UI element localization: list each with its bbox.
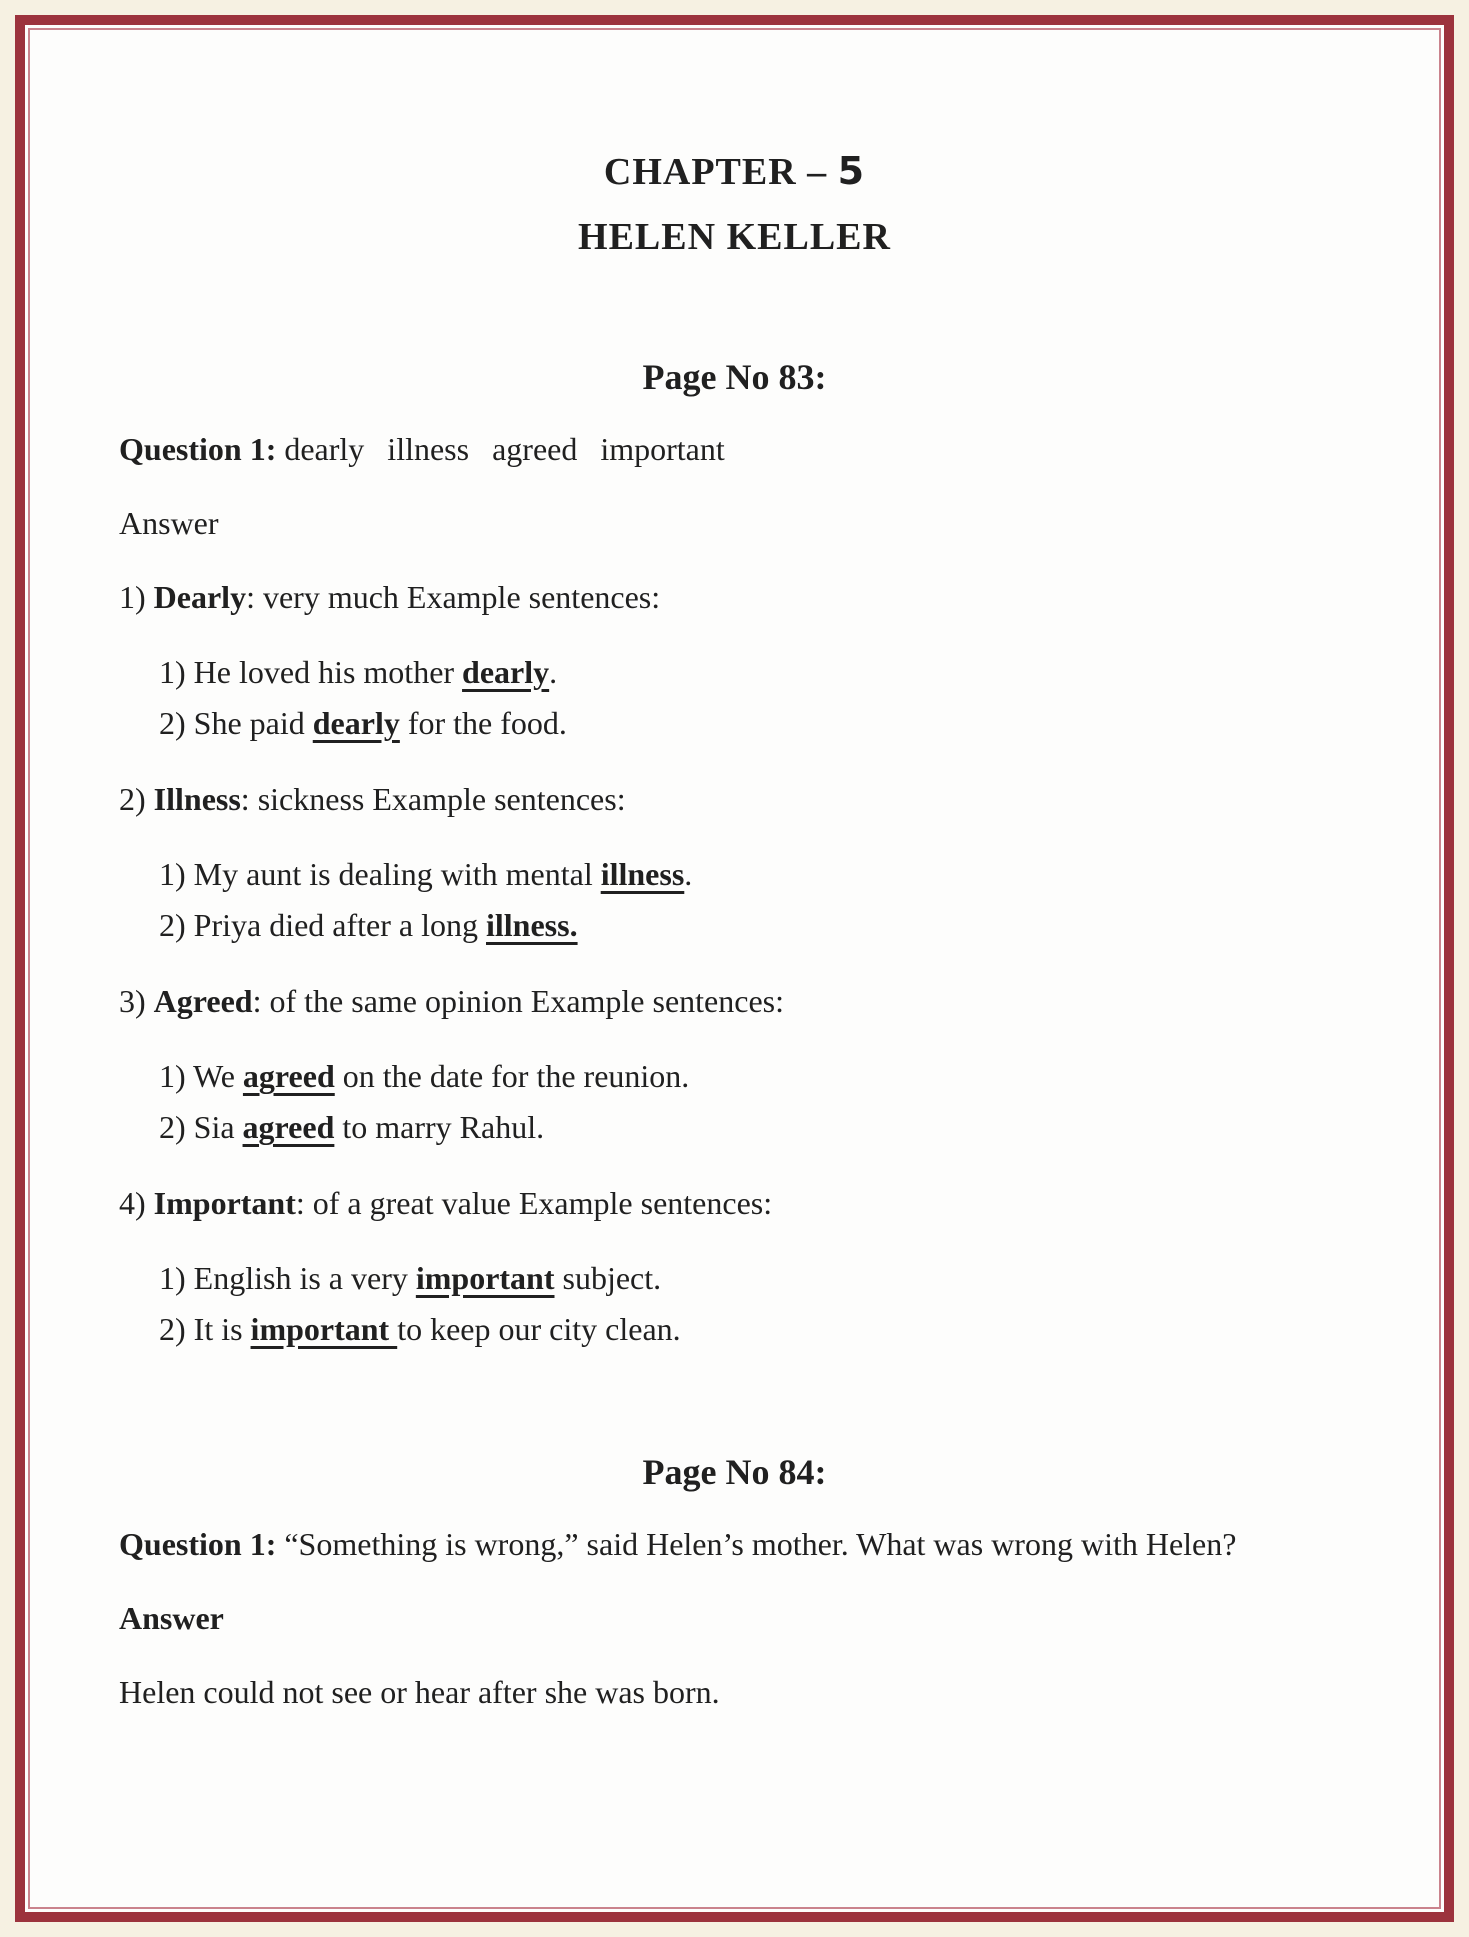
section-page-84 (119, 1450, 1350, 1716)
vocab-number: 4) (119, 1185, 146, 1221)
vocab-word: Agreed (153, 983, 253, 1019)
example-keyword: agreed (242, 1109, 335, 1145)
vocab-definition-text: : sickness Example sentences: (240, 781, 626, 817)
example-keyword: agreed (242, 1058, 335, 1094)
example-list-important (159, 1253, 1350, 1355)
chapter-title-prefix: CHAPTER – (603, 151, 838, 193)
example-keyword: dearly (312, 705, 400, 741)
question-terms: dearly illness agreed important (284, 431, 725, 467)
example-pre: 1) My aunt is dealing with mental (159, 856, 601, 892)
chapter-title (119, 148, 1350, 195)
vocab-word: Illness (153, 781, 241, 817)
example-list-dearly (159, 647, 1350, 749)
example-sentence (159, 698, 1350, 749)
example-keyword: illness. (486, 907, 578, 943)
example-sentence (159, 849, 1350, 900)
vocab-number: 2) (119, 781, 146, 817)
example-pre: 1) We (159, 1058, 243, 1094)
example-sentence (159, 900, 1350, 951)
example-post: . (684, 856, 693, 892)
answer-label-83: Answer (119, 505, 219, 541)
example-post: . (549, 654, 558, 690)
page-border-outer (15, 15, 1454, 1922)
vocab-definition-text: : of a great value Example sentences: (295, 1185, 773, 1221)
vocab-number: 1) (119, 579, 146, 615)
page-83-heading: Page No 83: (642, 357, 827, 397)
example-pre: 2) It is (159, 1311, 251, 1347)
page-content (30, 30, 1439, 1716)
example-pre: 1) He loved his mother (159, 654, 463, 690)
vocab-word: Important (153, 1185, 296, 1221)
vocab-definition-text: : of the same opinion Example sentences: (252, 983, 784, 1019)
example-post: on the date for the reunion. (334, 1058, 690, 1094)
question-label-84: Question 1: (119, 1526, 277, 1562)
page-84-heading: Page No 84: (642, 1452, 827, 1492)
example-pre: 2) Priya died after a long (159, 907, 486, 943)
vocab-word: Dearly (153, 579, 247, 615)
example-post: to marry Rahul. (334, 1109, 545, 1145)
vocab-number: 3) (119, 983, 146, 1019)
answer-label-84: Answer (119, 1600, 224, 1636)
vocab-definition-dearly (119, 573, 1350, 621)
question-text-84: “Something is wrong,” said Helen’s mother. What was wrong with Helen? (284, 1526, 1237, 1562)
example-sentence (159, 1304, 1350, 1355)
example-keyword: important (415, 1260, 555, 1296)
page-border-inner (28, 28, 1441, 1909)
example-sentence (159, 647, 1350, 698)
question-line-83 (119, 425, 1350, 473)
question-label-83: Question 1: (119, 431, 277, 467)
vocab-definition-important (119, 1179, 1350, 1227)
chapter-subtitle: HELEN KELLER (578, 216, 891, 258)
example-pre: 1) English is a very (159, 1260, 416, 1296)
answer-text-84: Helen could not see or hear after she was born. (119, 1674, 720, 1710)
example-post: for the food. (399, 705, 567, 741)
example-keyword: dearly (462, 654, 550, 690)
question-line-84 (119, 1520, 1350, 1568)
example-keyword: illness (600, 856, 685, 892)
example-sentence (159, 1102, 1350, 1153)
example-list-illness (159, 849, 1350, 951)
vocab-definition-text: : very much Example sentences: (246, 579, 661, 615)
vocab-definition-agreed (119, 977, 1350, 1025)
example-sentence (159, 1051, 1350, 1102)
example-pre: 2) She paid (159, 705, 313, 741)
example-sentence (159, 1253, 1350, 1304)
example-pre: 2) Sia (159, 1109, 243, 1145)
example-post: to keep our city clean. (397, 1311, 681, 1347)
example-list-agreed (159, 1051, 1350, 1153)
example-keyword: important (250, 1311, 398, 1347)
section-page-83 (119, 355, 1350, 1355)
chapter-number: 5 (837, 149, 866, 193)
example-post: subject. (554, 1260, 662, 1296)
vocab-definition-illness (119, 775, 1350, 823)
